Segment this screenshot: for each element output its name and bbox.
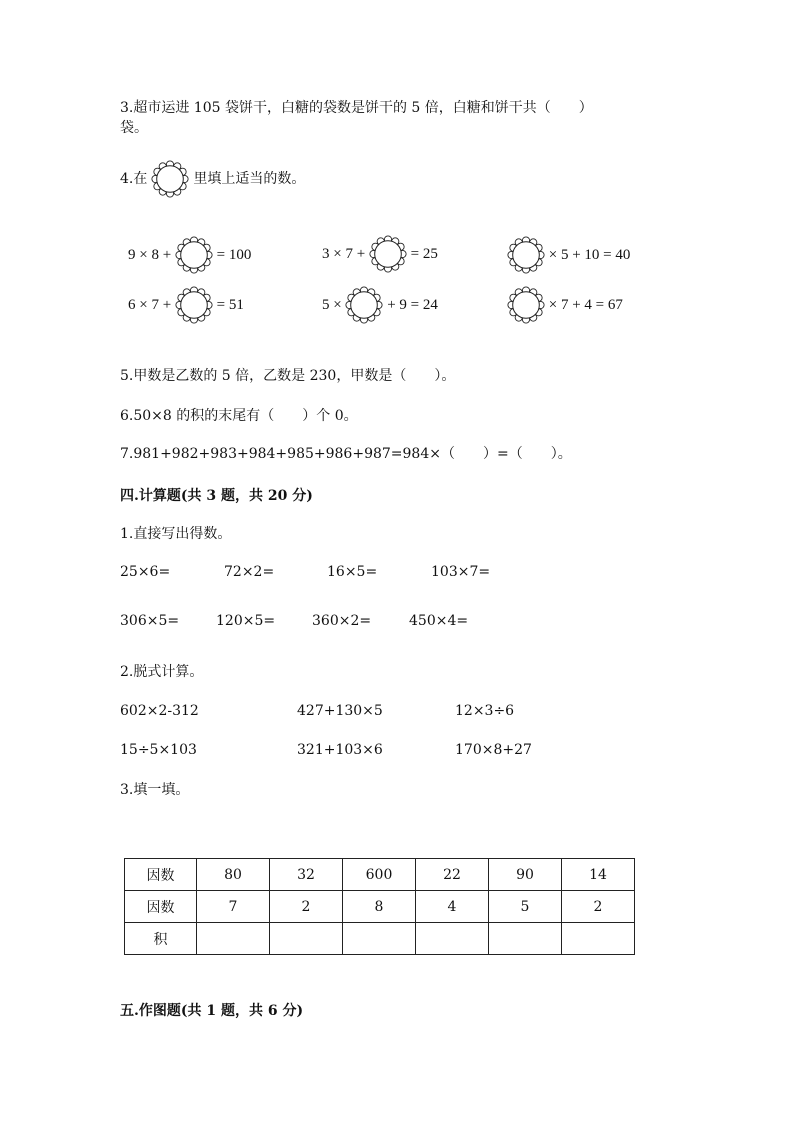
equation-2 (322, 235, 438, 273)
equation-suffix: × 5 + 10 = 40 (545, 246, 631, 263)
oral-calc-item: 120×5= (216, 613, 276, 629)
calc-3-title: 3.填一填。 (120, 782, 190, 798)
oral-calc-item: 306×5= (120, 613, 180, 629)
flower-blank-icon[interactable] (507, 286, 545, 324)
answer-cell[interactable] (270, 923, 343, 955)
answer-cell[interactable] (562, 923, 635, 955)
table-row (125, 891, 635, 923)
table-cell: 32 (270, 859, 343, 891)
flower-blank-icon (151, 160, 189, 198)
flower-blank-icon[interactable] (345, 286, 383, 324)
answer-cell[interactable] (416, 923, 489, 955)
question-4 (120, 160, 305, 198)
equation-suffix: = 100 (212, 246, 252, 263)
equation-suffix: + 9 = 24 (383, 296, 438, 313)
table-cell: 5 (489, 891, 562, 923)
answer-cell[interactable] (197, 923, 270, 955)
equation-1 (128, 236, 251, 274)
equation-suffix: = 51 (212, 296, 244, 313)
oral-calc-item: 72×2= (224, 564, 275, 580)
table-cell: 90 (489, 859, 562, 891)
table-row (125, 859, 635, 891)
step-calc-item: 602×2-312 (120, 703, 199, 719)
flower-blank-icon[interactable] (369, 235, 407, 273)
question-3-line-1: 3.超市运进 105 袋饼干，白糖的袋数是饼干的 5 倍，白糖和饼干共（ ） (120, 100, 593, 116)
equation-5 (322, 286, 438, 324)
step-calc-item: 170×8+27 (455, 742, 532, 758)
oral-calc-item: 450×4= (409, 613, 469, 629)
step-calc-item: 15÷5×103 (120, 742, 197, 758)
equation-4 (128, 286, 244, 324)
section-4-heading: 四.计算题(共 3 题，共 20 分) (120, 488, 313, 504)
answer-cell[interactable] (489, 923, 562, 955)
table-cell: 7 (197, 891, 270, 923)
oral-calc-item: 360×2= (312, 613, 372, 629)
question-5: 5.甲数是乙数的 5 倍，乙数是 230，甲数是（ ）。 (120, 368, 456, 384)
section-5-heading: 五.作图题(共 1 题，共 6 分) (120, 1003, 304, 1019)
question-3-line-2: 袋。 (120, 120, 148, 136)
question-4-prefix: 4.在 (120, 171, 148, 187)
oral-calc-item: 25×6= (120, 564, 171, 580)
table-cell: 2 (562, 891, 635, 923)
step-calc-item: 12×3÷6 (455, 703, 515, 719)
table-cell: 2 (270, 891, 343, 923)
equation-prefix: 5 × (322, 296, 346, 313)
equation-6 (507, 286, 623, 324)
row-header: 积 (125, 923, 197, 955)
table-cell: 4 (416, 891, 489, 923)
equation-prefix: 6 × 7 + (128, 296, 175, 313)
equation-prefix: 9 × 8 + (128, 246, 175, 263)
flower-blank-icon[interactable] (507, 236, 545, 274)
equation-prefix: 3 × 7 + (322, 245, 369, 262)
equation-suffix: × 7 + 4 = 67 (545, 296, 623, 313)
flower-blank-icon[interactable] (175, 236, 213, 274)
row-header: 因数 (125, 891, 197, 923)
equation-3 (507, 236, 630, 274)
oral-calc-item: 103×7= (431, 564, 491, 580)
calc-1-title: 1.直接写出得数。 (120, 526, 232, 542)
table-cell: 600 (343, 859, 416, 891)
answer-cell[interactable] (343, 923, 416, 955)
oral-calc-item: 16×5= (327, 564, 378, 580)
question-4-suffix: 里填上适当的数。 (193, 171, 306, 187)
table-cell: 8 (343, 891, 416, 923)
flower-blank-icon[interactable] (175, 286, 213, 324)
calc-2-title: 2.脱式计算。 (120, 664, 204, 680)
factor-product-table (124, 858, 635, 955)
question-7: 7.981+982+983+984+985+986+987=984×（ ）=（ ）。 (120, 446, 572, 462)
table-row (125, 923, 635, 955)
table-cell: 80 (197, 859, 270, 891)
row-header: 因数 (125, 859, 197, 891)
table-cell: 14 (562, 859, 635, 891)
step-calc-item: 427+130×5 (297, 703, 383, 719)
table-cell: 22 (416, 859, 489, 891)
question-6: 6.50×8 的积的末尾有（ ）个 0。 (120, 408, 358, 424)
step-calc-item: 321+103×6 (297, 742, 383, 758)
equation-suffix: = 25 (406, 245, 438, 262)
